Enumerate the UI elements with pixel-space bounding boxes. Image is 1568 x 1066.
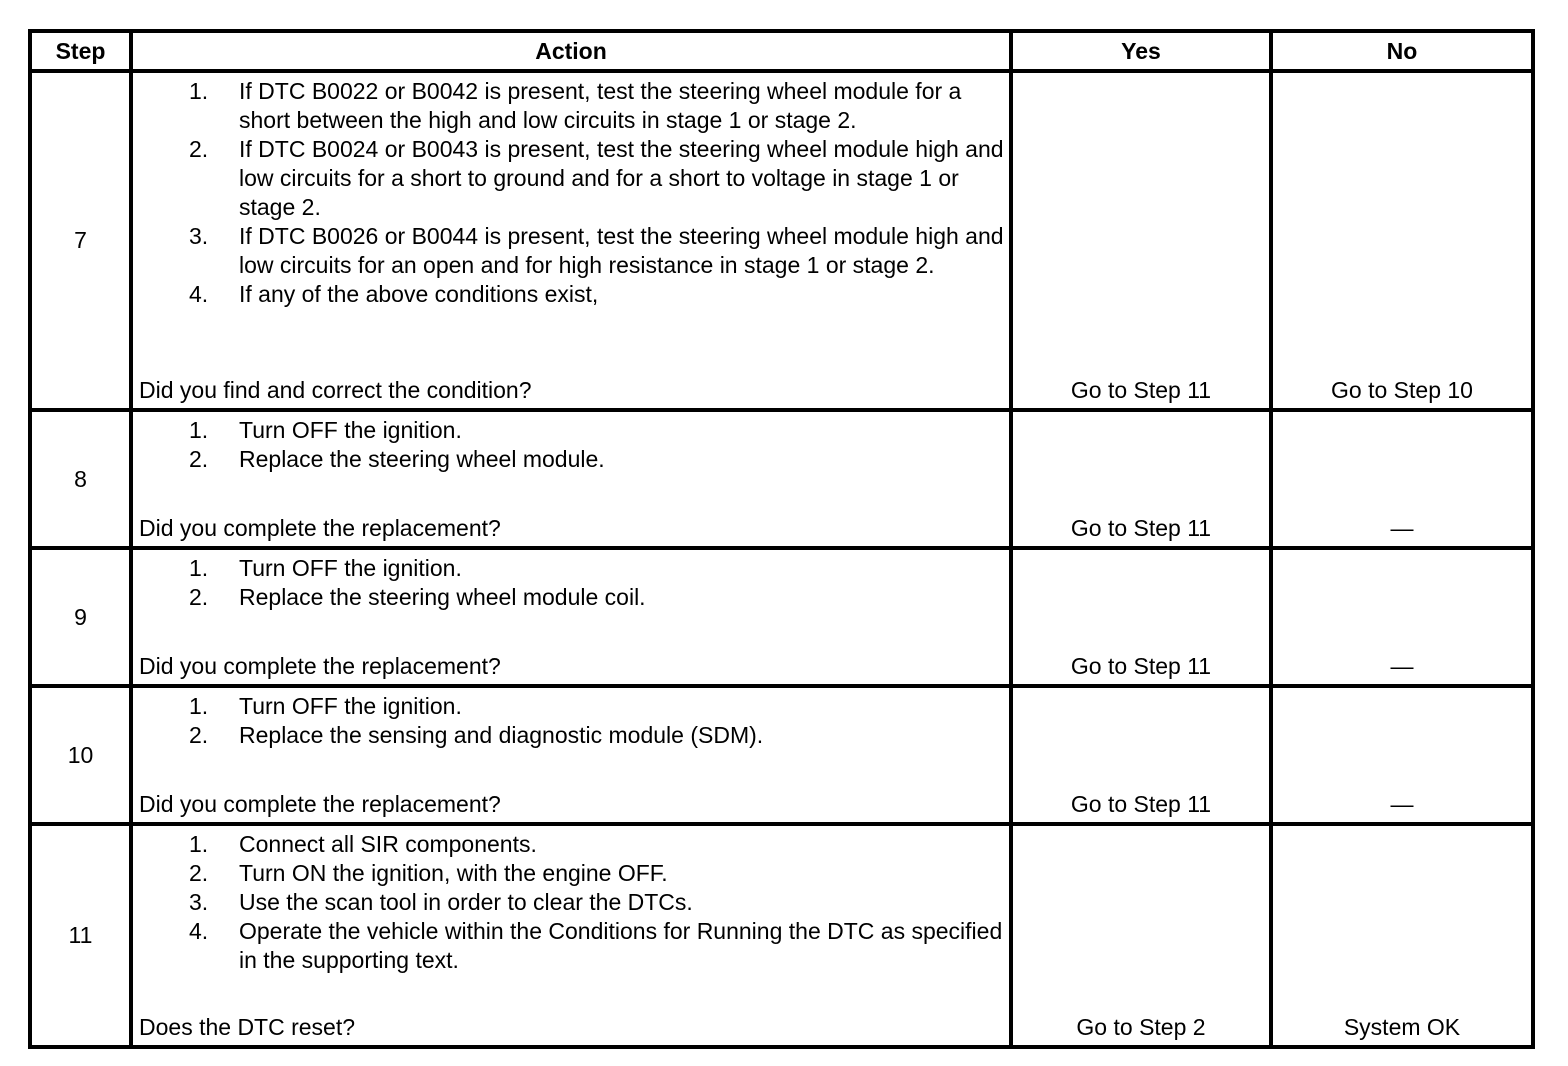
item-text: Use the scan tool in order to clear the DTCs. (239, 889, 693, 915)
no-result: — (1271, 548, 1533, 686)
list-item (139, 222, 1005, 280)
table-row-step-9 (30, 548, 1533, 686)
yes-result: Go to Step 11 (1011, 410, 1271, 548)
action-cell (131, 686, 1011, 824)
table-row-step-7 (30, 71, 1533, 410)
item-text: If DTC B0024 or B0043 is present, test the steering wheel module high and low circuits for a short to ground and for a short to voltage in stage 1 or stage 2. (239, 136, 1004, 220)
question-text: Did you complete the replacement? (139, 791, 501, 817)
list-item (139, 280, 1005, 309)
action-list (139, 830, 1005, 975)
item-text: Replace the steering wheel module coil. (239, 584, 646, 610)
item-text: Connect all SIR components. (239, 831, 537, 857)
list-item (139, 692, 1005, 721)
item-number: 3. (189, 889, 209, 915)
item-number: 2. (189, 860, 209, 886)
list-item (139, 445, 1005, 474)
item-text: Turn OFF the ignition. (239, 555, 462, 581)
item-number: 2. (189, 722, 209, 748)
item-text: If DTC B0026 or B0044 is present, test the steering wheel module high and low circuits for an open and for high resistance in stage 1 or stage 2. (239, 223, 1004, 278)
item-text: Operate the vehicle within the Conditions for Running the DTC as specified in the supporting text. (239, 918, 1003, 973)
action-cell (131, 548, 1011, 686)
table-row-step-10 (30, 686, 1533, 824)
header-action: Action (131, 31, 1011, 71)
no-result: System OK (1271, 824, 1533, 1047)
list-item (139, 583, 1005, 612)
item-number: 1. (189, 555, 209, 581)
list-item (139, 830, 1005, 859)
item-text: Replace the sensing and diagnostic module (SDM). (239, 722, 764, 748)
item-text: Replace the steering wheel module. (239, 446, 605, 472)
action-cell (131, 71, 1011, 410)
list-item (139, 917, 1005, 975)
item-number: 1. (189, 417, 209, 443)
item-text: Turn ON the ignition, with the engine OFF. (239, 860, 668, 886)
action-list (139, 692, 1005, 750)
step-number: 9 (30, 548, 131, 686)
item-number: 1. (189, 693, 209, 719)
diagnostic-table (28, 29, 1535, 1049)
action-list (139, 77, 1005, 309)
header-yes: Yes (1011, 31, 1271, 71)
step-number: 7 (30, 71, 131, 410)
list-item (139, 721, 1005, 750)
item-text: Turn OFF the ignition. (239, 693, 462, 719)
item-number: 4. (189, 918, 209, 944)
header-no: No (1271, 31, 1533, 71)
question-text: Did you find and correct the condition? (139, 377, 532, 403)
yes-result: Go to Step 11 (1011, 548, 1271, 686)
action-list (139, 416, 1005, 474)
no-result: — (1271, 686, 1533, 824)
item-text: If DTC B0022 or B0042 is present, test the steering wheel module for a short between the high and low circuits in stage 1 or stage 2. (239, 78, 962, 133)
item-number: 3. (189, 223, 209, 249)
action-list (139, 554, 1005, 612)
list-item (139, 416, 1005, 445)
item-number: 2. (189, 136, 209, 162)
action-cell (131, 410, 1011, 548)
item-number: 1. (189, 78, 209, 104)
question-text: Did you complete the replacement? (139, 653, 501, 679)
yes-result: Go to Step 11 (1011, 71, 1271, 410)
step-number: 11 (30, 824, 131, 1047)
header-step: Step (30, 31, 131, 71)
list-item (139, 135, 1005, 222)
list-item (139, 859, 1005, 888)
question-text: Does the DTC reset? (139, 1014, 356, 1040)
step-number: 8 (30, 410, 131, 548)
header-row (30, 31, 1533, 71)
no-result: — (1271, 410, 1533, 548)
item-number: 1. (189, 831, 209, 857)
yes-result: Go to Step 11 (1011, 686, 1271, 824)
table-row-step-8 (30, 410, 1533, 548)
item-number: 2. (189, 446, 209, 472)
action-cell (131, 824, 1011, 1047)
table-row-step-11 (30, 824, 1533, 1047)
step-number: 10 (30, 686, 131, 824)
item-text: Turn OFF the ignition. (239, 417, 462, 443)
item-number: 2. (189, 584, 209, 610)
list-item (139, 888, 1005, 917)
question-text: Did you complete the replacement? (139, 515, 501, 541)
no-result: Go to Step 10 (1271, 71, 1533, 410)
item-number: 4. (189, 281, 209, 307)
list-item (139, 554, 1005, 583)
yes-result: Go to Step 2 (1011, 824, 1271, 1047)
item-text: If any of the above conditions exist, (239, 281, 599, 307)
list-item (139, 77, 1005, 135)
